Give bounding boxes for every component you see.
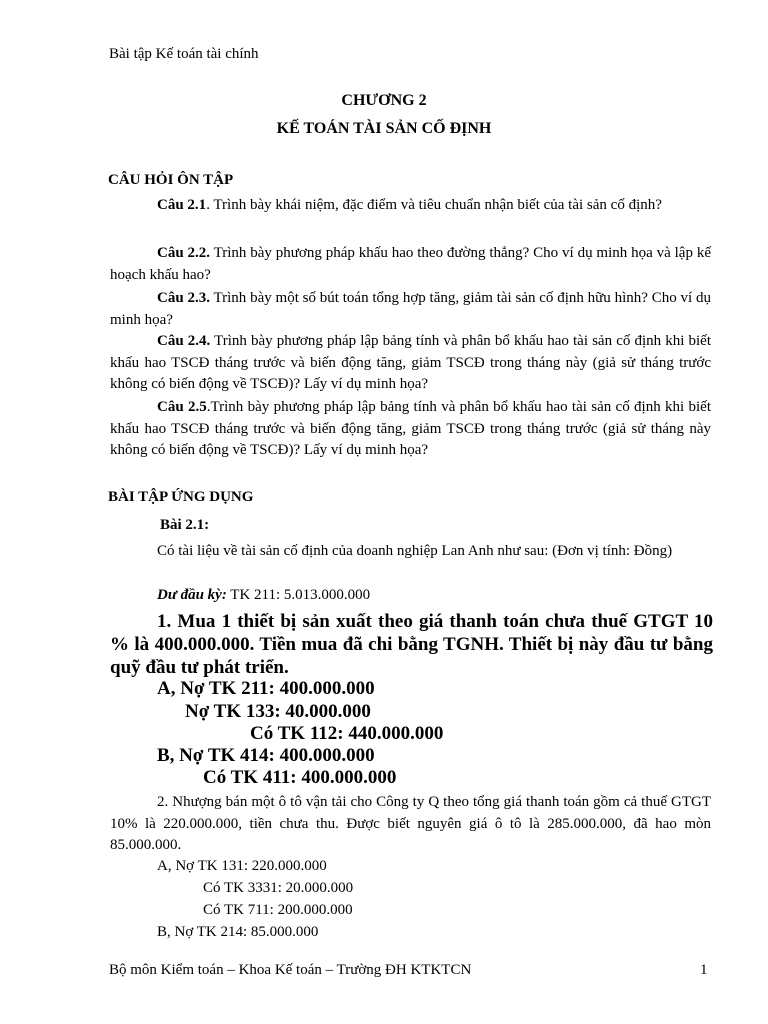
question-2-2 <box>110 243 711 286</box>
review-heading: CÂU HỎI ÔN TẬP <box>108 172 234 188</box>
practice-heading: BÀI TẬP ỨNG DỤNG <box>108 489 254 505</box>
journal-entry: Có TK 711: 200.000.000 <box>203 902 353 918</box>
question-2-5 <box>110 397 711 462</box>
journal-entry: Có TK 411: 400.000.000 <box>203 767 397 788</box>
question-text: . Trình bày khái niệm, đặc điểm và tiêu chuẩn nhận biết của tài sản cố định? <box>206 197 662 213</box>
running-header: Bài tập Kế toán tài chính <box>109 46 259 62</box>
question-label: Câu 2.3. <box>157 290 210 306</box>
exercise-label: Bài 2.1: <box>160 517 210 533</box>
question-label: Câu 2.4. <box>157 333 211 349</box>
item-2-text: 2. Nhượng bán một ô tô vận tải cho Công ty Q theo tổng giá thanh toán gồm cả thuế GTGT 10% là 220.000.000, tiền chưa thu. Được biết nguyên giá ô tô là 285.000.000, đã hao mòn 85.000.000. <box>110 794 711 853</box>
journal-entry: A, Nợ TK 131: 220.000.000 <box>157 858 327 874</box>
journal-entry: Có TK 3331: 20.000.000 <box>203 880 354 896</box>
journal-entry: Nợ TK 133: 40.000.000 <box>185 701 371 722</box>
opening-value: TK 211: 5.013.000.000 <box>226 587 371 603</box>
exercise-intro: Có tài liệu về tài sản cố định của doanh nghiệp Lan Anh như sau: (Đơn vị tính: Đồng) <box>157 543 673 559</box>
journal-entry: B, Nợ TK 414: 400.000.000 <box>157 745 375 766</box>
question-2-3 <box>110 288 711 331</box>
opening-label: Dư đầu kỳ: <box>157 587 227 603</box>
question-label: Câu 2.5 <box>157 399 207 415</box>
chapter-number: CHƯƠNG 2 <box>341 92 427 109</box>
question-text: Trình bày phương pháp lập bảng tính và phân bổ khấu hao tài sản cố định khi biết khấu hao TSCĐ tháng trước và biến động tăng, giảm TSCĐ trong tháng này (giả sử tháng trước không có biến động về TSCĐ)? Lấy ví dụ minh họa? <box>110 333 711 392</box>
question-label: Câu 2.2. <box>157 245 211 261</box>
opening-balance <box>157 587 370 604</box>
chapter-title: KẾ TOÁN TÀI SẢN CỐ ĐỊNH <box>276 120 492 137</box>
question-text: Trình bày một số bút toán tổng hợp tăng, giảm tài sản cố định hữu hình? Cho ví dụ minh họa? <box>110 290 711 328</box>
question-2-4 <box>110 331 711 396</box>
item-1-text: 1. Mua 1 thiết bị sản xuất theo giá thanh toán chưa thuế GTGT 10 % là 400.000.000. Tiền mua đã chi bằng TGNH. Thiết bị này đầu tư bằng quỹ đầu tư phát triển. <box>110 611 713 678</box>
page-footer: Bộ môn Kiểm toán – Khoa Kế toán – Trường ĐH KTKTCN <box>109 962 472 978</box>
journal-entry: B, Nợ TK 214: 85.000.000 <box>157 924 319 940</box>
question-2-1 <box>110 195 711 217</box>
question-label: Câu 2.1 <box>157 197 207 213</box>
question-text: .Trình bày phương pháp lập bảng tính và phân bổ khấu hao tài sản cố định khi biết khấu hao TSCĐ tháng trước và biến động tăng, giảm TSCĐ trong tháng trước (giả sử tháng này không có biến động về TSCĐ)? Lấy ví dụ minh họa? <box>110 399 711 458</box>
page-number: 1 <box>700 962 708 978</box>
journal-entry: Có TK 112: 440.000.000 <box>250 723 444 744</box>
question-text: Trình bày phương pháp khấu hao theo đường thẳng? Cho ví dụ minh họa và lập kế hoạch khấu hao? <box>110 245 711 283</box>
journal-entry: A, Nợ TK 211: 400.000.000 <box>157 678 375 699</box>
